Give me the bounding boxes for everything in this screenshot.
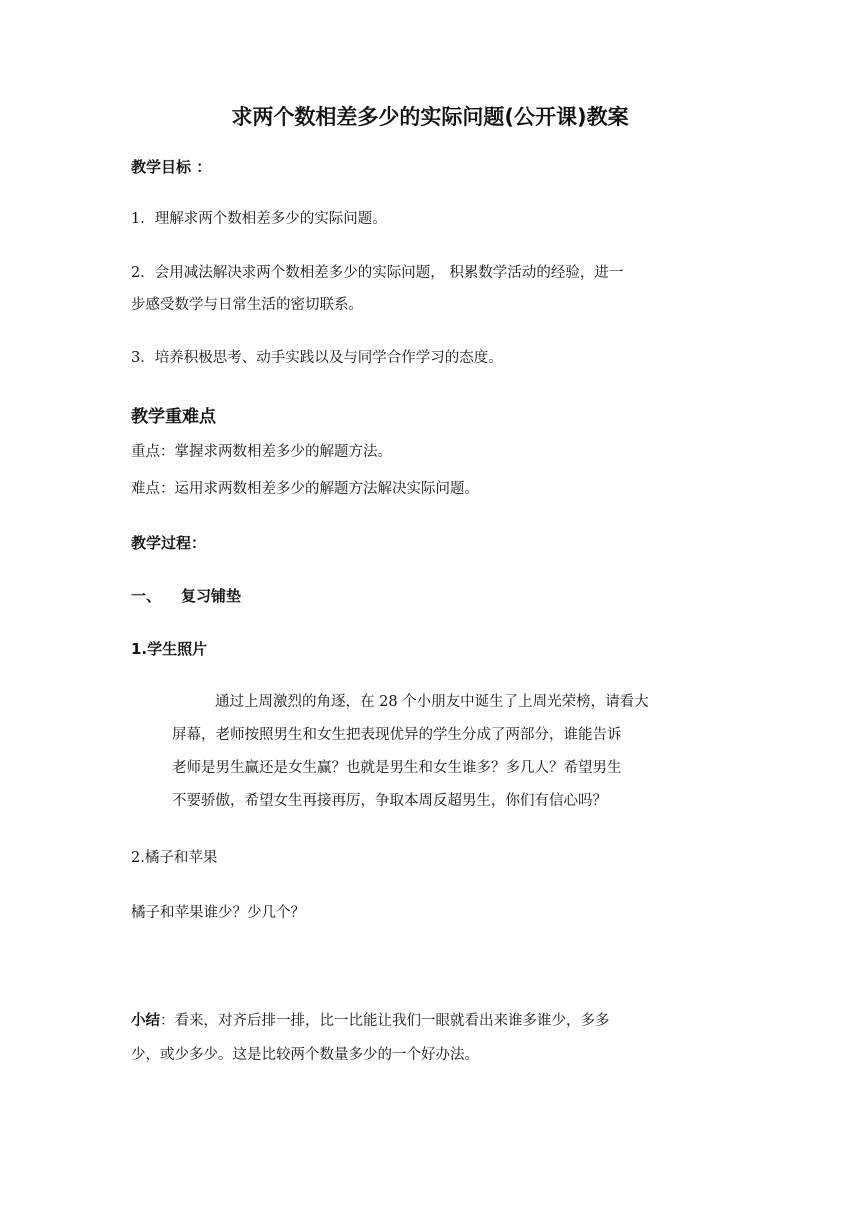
part1-line-1: 通过上周激烈的角逐，在 28 个小朋友中诞生了上周光荣榜，请看大 [215,694,649,710]
objectives-heading: 教学目标 ： [131,158,212,176]
part2-question: 橘子和苹果谁少？少几个？ [131,905,305,921]
objective-item-2: 2．会用减法解决求两个数相差多少的实际问题， 积累数学活动的经验，进一 [131,265,624,281]
section-one-heading [131,585,241,607]
part2-heading: 2.橘子和苹果 [131,850,218,866]
part1-line-4: 不要骄傲，希望女生再接再厉，争取本周反超男生，你们有信心吗？ [172,793,607,809]
objective-item-3: 3．培养积极思考、动手实践以及与同学合作学习的态度。 [131,350,503,366]
document-title: 求两个数相差多少的实际问题(公开课)教案 [231,105,629,129]
summary-line-2: 少，或少多少。这是比较两个数量多少的一个好办法。 [131,1047,479,1063]
part1-paragraph [172,686,732,818]
objective-item-1: 1．理解求两个数相差多少的实际问题。 [131,211,387,227]
part1-line-2: 屏幕，老师按照男生和女生把表现优异的学生分成了两部分，谁能告诉 [172,727,622,743]
summary-line-1 [131,1010,610,1032]
objective-item-2-continued: 步感受数学与日常生活的密切联系。 [131,297,363,313]
summary-text-1: ：看来，对齐后排一排，比一比能让我们一眼就看出来谁多谁少，多多 [160,1013,610,1029]
summary-label: 小结 [131,1013,160,1029]
process-heading: 教学过程： [131,534,207,552]
focus-point: 重点：掌握求两数相差多少的解题方法。 [131,444,392,460]
section-one-label: 复习铺垫 [181,587,242,605]
section-one-number: 一、 [131,587,162,605]
part1-line-3: 老师是男生赢还是女生赢？也就是男生和女生谁多？多几人？希望男生 [172,760,622,776]
key-points-heading: 教学重难点 [131,407,216,427]
part1-heading: 1.学生照片 [131,640,208,658]
difficulty-point: 难点：运用求两数相差多少的解题方法解决实际问题。 [131,481,479,497]
